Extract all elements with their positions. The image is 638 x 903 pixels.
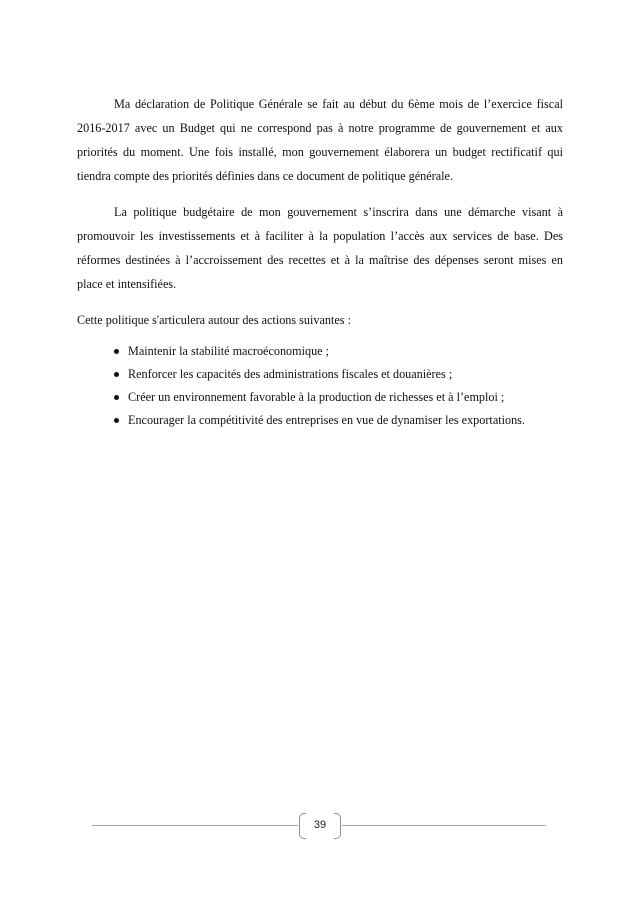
list-item-text: Maintenir la stabilité macroéconomique ;: [128, 344, 330, 358]
list-item: [114, 386, 563, 409]
bullet-icon: [114, 372, 119, 377]
document-body: [77, 92, 563, 432]
paragraph-budget-declaration: Ma déclaration de Politique Générale se fait au début du 6ème mois de l’exercice fiscal 2016-2017 avec un Budget qui ne correspond pas à notre programme de gouvernement et aux priorités du moment. Une fois installé, mon gouvernement élaborera un budget rectificatif qui tiendra compte des priorités définies dans ce document de politique générale.: [77, 97, 563, 183]
footer-rule-left: [92, 825, 298, 826]
page-footer: [92, 813, 546, 839]
list-item-text: Créer un environnement favorable à la production de richesses et à l’emploi ;: [128, 390, 505, 404]
actions-list: [77, 340, 563, 432]
list-item-text: Encourager la compétitivité des entreprises en vue de dynamiser les exportations.: [128, 413, 525, 427]
page-number: 39: [313, 819, 327, 831]
list-item: [114, 363, 563, 386]
close-brace-icon: [334, 813, 341, 839]
bullet-icon: [114, 395, 119, 400]
list-item: [114, 409, 563, 432]
bullet-icon: [114, 418, 119, 423]
list-item-text: Renforcer les capacités des administrations fiscales et douanières ;: [128, 367, 453, 381]
footer-rule-right: [342, 825, 546, 826]
list-item: [114, 340, 563, 363]
bullet-icon: [114, 349, 119, 354]
list-intro: Cette politique s'articulera autour des actions suivantes :: [77, 313, 351, 327]
paragraph-budget-policy: La politique budgétaire de mon gouvernement s’inscrira dans une démarche visant à promouvoir les investissements et à faciliter à la population l’accès aux services de base. Des réformes destinées à l’accroissement des recettes et à la maîtrise des dépenses seront mises en place et intensifiées.: [77, 205, 563, 291]
